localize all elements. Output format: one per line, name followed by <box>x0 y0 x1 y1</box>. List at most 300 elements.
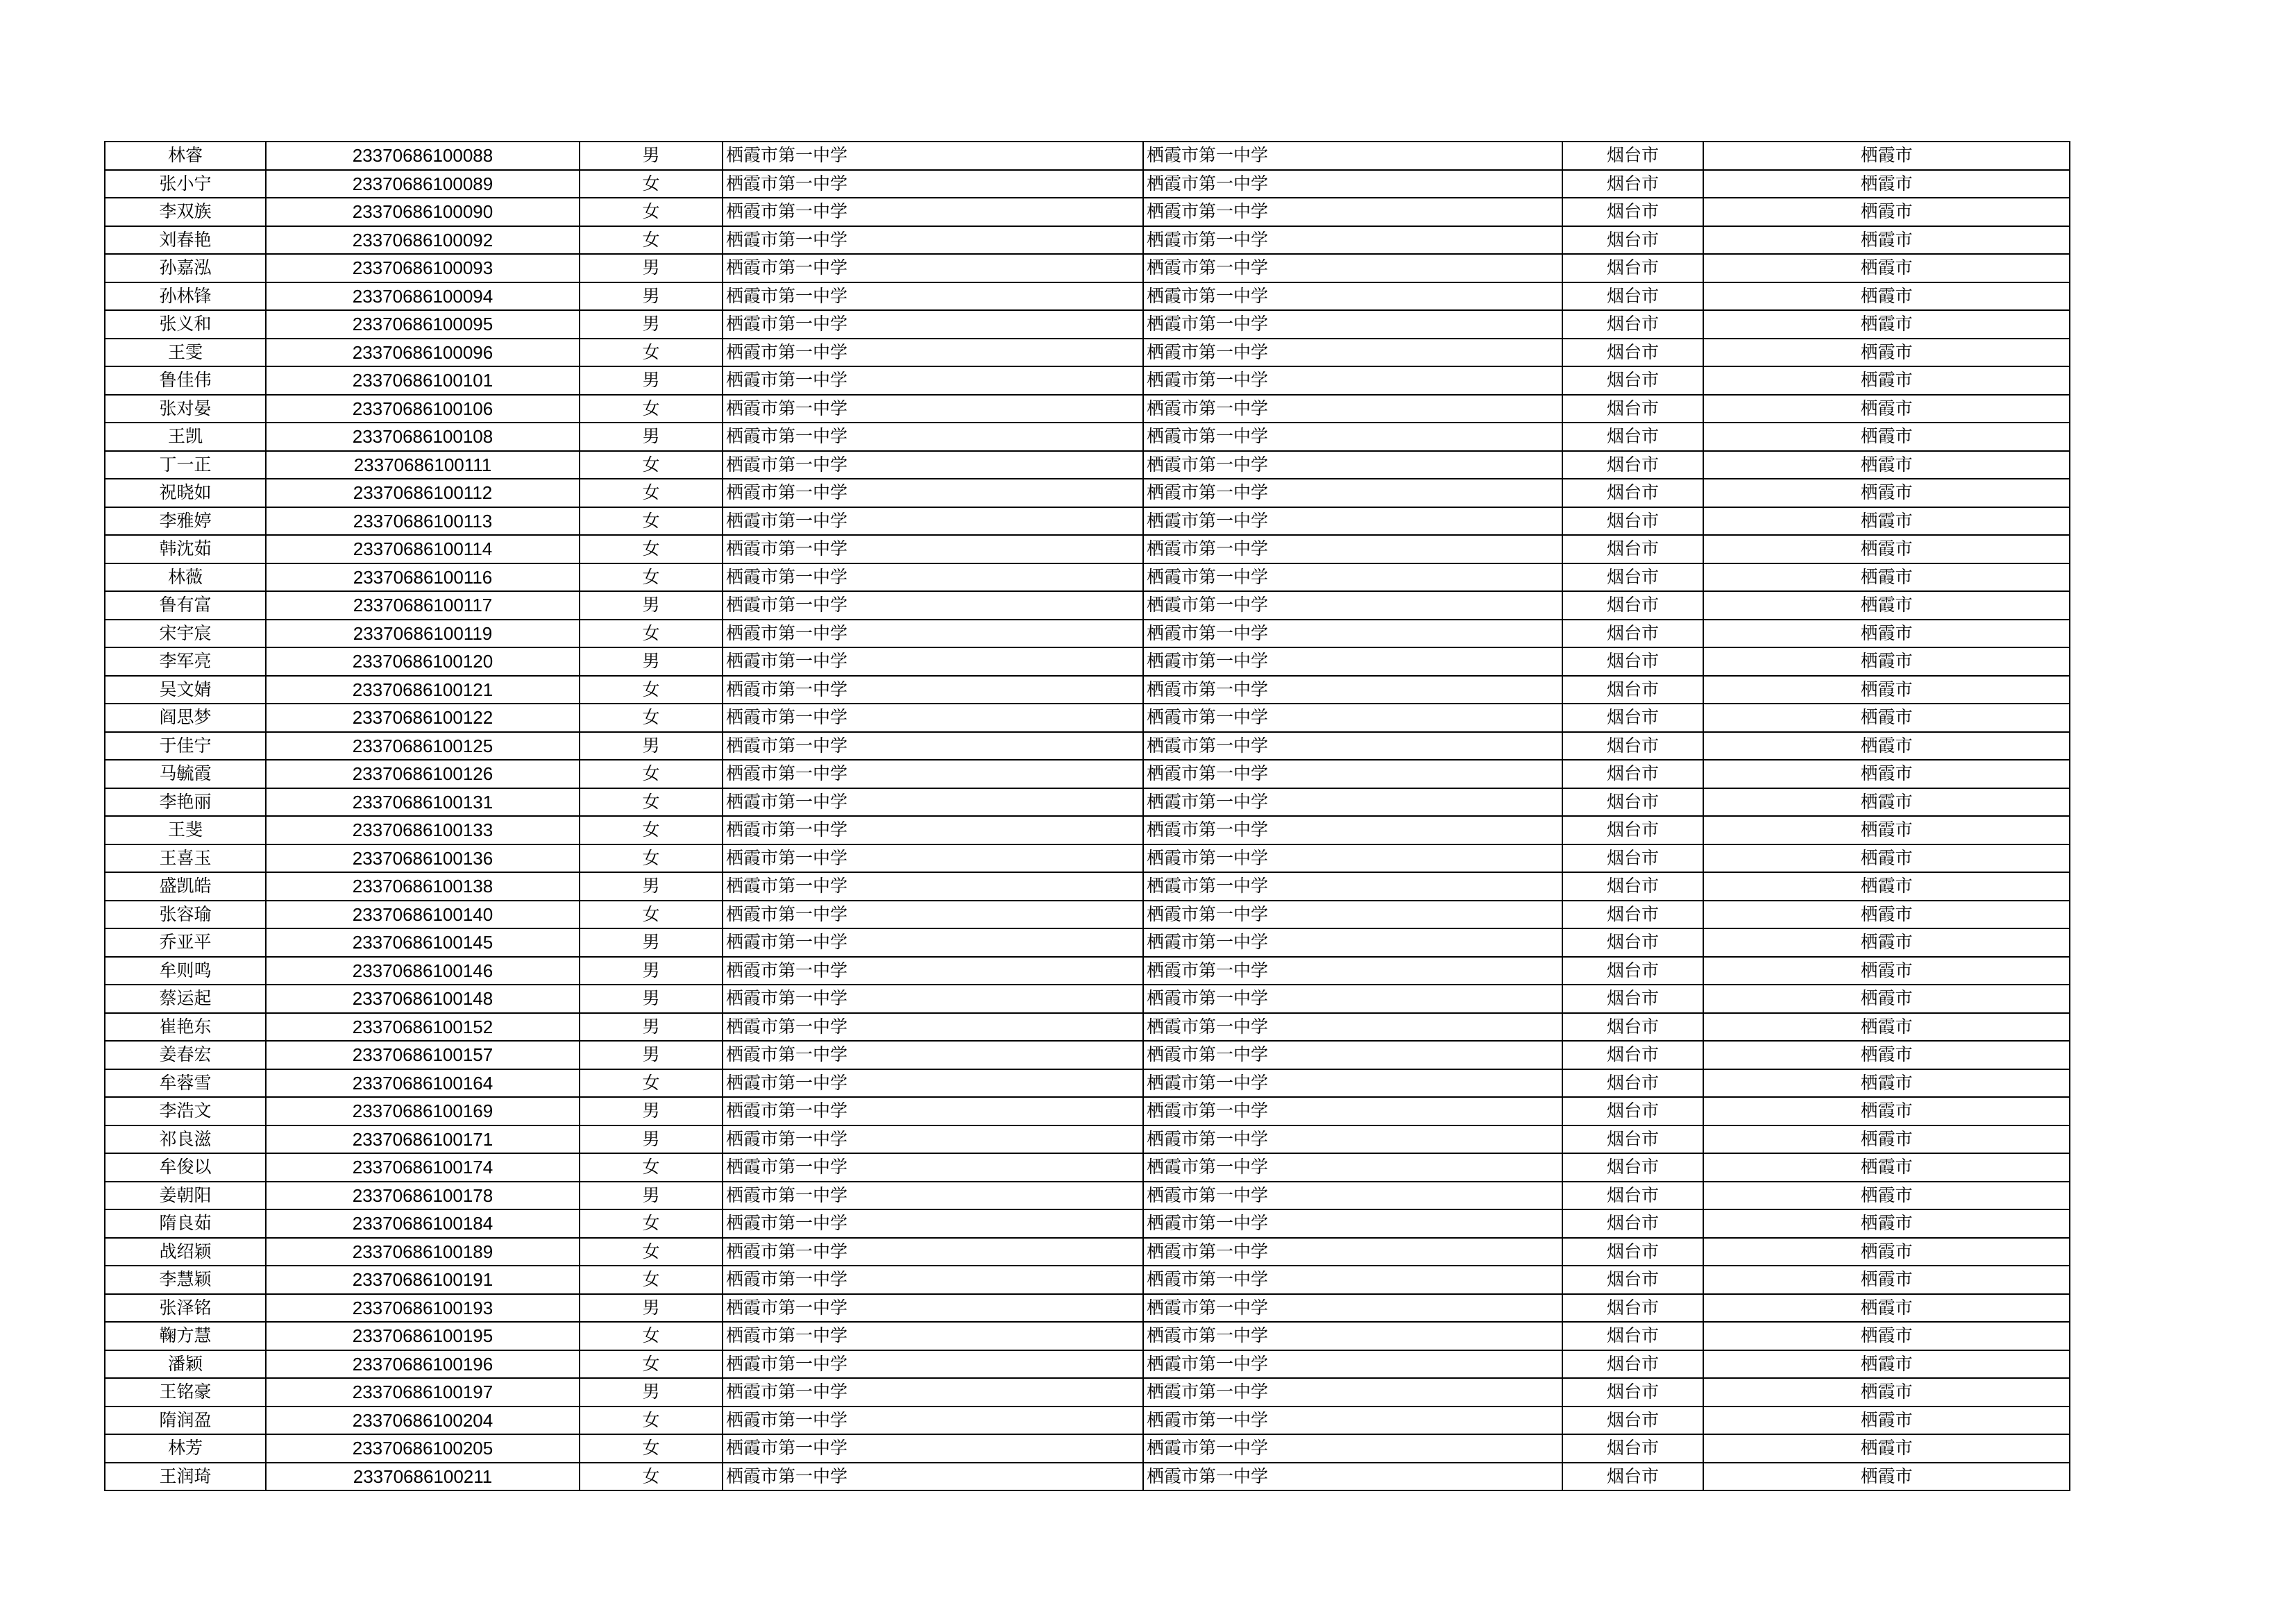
school-cell: 栖霞市第一中学 <box>723 479 1143 507</box>
school-cell: 栖霞市第一中学 <box>723 901 1143 929</box>
exam-site-cell: 栖霞市第一中学 <box>1143 647 1562 676</box>
exam-number-cell: 23370686100117 <box>266 591 580 620</box>
county-cell: 栖霞市 <box>1703 844 2070 873</box>
student-name-cell: 孙嘉泓 <box>105 254 266 282</box>
table-row <box>105 1434 2070 1463</box>
exam-site-cell: 栖霞市第一中学 <box>1143 1350 1562 1379</box>
table-row <box>105 1209 2070 1238</box>
student-name-cell: 马毓霞 <box>105 760 266 788</box>
exam-site-cell: 栖霞市第一中学 <box>1143 957 1562 985</box>
county-cell: 栖霞市 <box>1703 1434 2070 1463</box>
exam-site-cell: 栖霞市第一中学 <box>1143 395 1562 423</box>
table-row <box>105 254 2070 282</box>
student-name-cell: 于佳宁 <box>105 732 266 760</box>
table-row <box>105 1238 2070 1266</box>
exam-site-cell: 栖霞市第一中学 <box>1143 339 1562 367</box>
city-cell: 烟台市 <box>1562 844 1703 873</box>
county-cell: 栖霞市 <box>1703 507 2070 536</box>
exam-site-cell: 栖霞市第一中学 <box>1143 788 1562 817</box>
table-row <box>105 985 2070 1013</box>
city-cell: 烟台市 <box>1562 985 1703 1013</box>
gender-cell: 女 <box>580 170 723 198</box>
city-cell: 烟台市 <box>1562 872 1703 901</box>
school-cell: 栖霞市第一中学 <box>723 1125 1143 1154</box>
city-cell: 烟台市 <box>1562 704 1703 732</box>
student-name-cell: 隋润盈 <box>105 1407 266 1435</box>
gender-cell: 女 <box>580 339 723 367</box>
county-cell: 栖霞市 <box>1703 142 2070 170</box>
student-name-cell: 战绍颖 <box>105 1238 266 1266</box>
table-row <box>105 788 2070 817</box>
student-name-cell: 鲁有富 <box>105 591 266 620</box>
table-row <box>105 1041 2070 1069</box>
gender-cell: 女 <box>580 1069 723 1098</box>
city-cell: 烟台市 <box>1562 1238 1703 1266</box>
gender-cell: 女 <box>580 1463 723 1491</box>
school-cell: 栖霞市第一中学 <box>723 1069 1143 1098</box>
gender-cell: 男 <box>580 591 723 620</box>
gender-cell: 男 <box>580 647 723 676</box>
city-cell: 烟台市 <box>1562 423 1703 451</box>
county-cell: 栖霞市 <box>1703 1097 2070 1125</box>
exam-number-cell: 23370686100152 <box>266 1013 580 1042</box>
school-cell: 栖霞市第一中学 <box>723 423 1143 451</box>
table-row <box>105 732 2070 760</box>
school-cell: 栖霞市第一中学 <box>723 1209 1143 1238</box>
student-name-cell: 李双族 <box>105 198 266 226</box>
city-cell: 烟台市 <box>1562 1125 1703 1154</box>
gender-cell: 女 <box>580 1434 723 1463</box>
student-name-cell: 孙林锋 <box>105 282 266 311</box>
exam-number-cell: 23370686100164 <box>266 1069 580 1098</box>
gender-cell: 女 <box>580 760 723 788</box>
student-name-cell: 隋良茹 <box>105 1209 266 1238</box>
exam-site-cell: 栖霞市第一中学 <box>1143 1463 1562 1491</box>
exam-site-cell: 栖霞市第一中学 <box>1143 535 1562 563</box>
exam-site-cell: 栖霞市第一中学 <box>1143 507 1562 536</box>
gender-cell: 女 <box>580 704 723 732</box>
exam-number-cell: 23370686100125 <box>266 732 580 760</box>
student-name-cell: 王润琦 <box>105 1463 266 1491</box>
school-cell: 栖霞市第一中学 <box>723 844 1143 873</box>
exam-site-cell: 栖霞市第一中学 <box>1143 142 1562 170</box>
exam-site-cell: 栖霞市第一中学 <box>1143 872 1562 901</box>
city-cell: 烟台市 <box>1562 732 1703 760</box>
city-cell: 烟台市 <box>1562 479 1703 507</box>
table-row <box>105 591 2070 620</box>
school-cell: 栖霞市第一中学 <box>723 591 1143 620</box>
gender-cell: 女 <box>580 535 723 563</box>
city-cell: 烟台市 <box>1562 676 1703 704</box>
county-cell: 栖霞市 <box>1703 760 2070 788</box>
table-row <box>105 507 2070 536</box>
table-row <box>105 535 2070 563</box>
table-row <box>105 1125 2070 1154</box>
exam-site-cell: 栖霞市第一中学 <box>1143 479 1562 507</box>
student-name-cell: 牟蓉雪 <box>105 1069 266 1098</box>
exam-number-cell: 23370686100191 <box>266 1266 580 1294</box>
exam-site-cell: 栖霞市第一中学 <box>1143 1266 1562 1294</box>
table-row <box>105 1097 2070 1125</box>
student-name-cell: 姜春宏 <box>105 1041 266 1069</box>
exam-number-cell: 23370686100140 <box>266 901 580 929</box>
city-cell: 烟台市 <box>1562 254 1703 282</box>
exam-site-cell: 栖霞市第一中学 <box>1143 423 1562 451</box>
table-row <box>105 1407 2070 1435</box>
county-cell: 栖霞市 <box>1703 423 2070 451</box>
exam-site-cell: 栖霞市第一中学 <box>1143 366 1562 395</box>
county-cell: 栖霞市 <box>1703 535 2070 563</box>
exam-site-cell: 栖霞市第一中学 <box>1143 563 1562 592</box>
city-cell: 烟台市 <box>1562 957 1703 985</box>
student-name-cell: 鲁佳伟 <box>105 366 266 395</box>
exam-number-cell: 23370686100089 <box>266 170 580 198</box>
gender-cell: 女 <box>580 1238 723 1266</box>
exam-number-cell: 23370686100126 <box>266 760 580 788</box>
exam-number-cell: 23370686100112 <box>266 479 580 507</box>
exam-number-cell: 23370686100184 <box>266 1209 580 1238</box>
school-cell: 栖霞市第一中学 <box>723 535 1143 563</box>
exam-number-cell: 23370686100205 <box>266 1434 580 1463</box>
student-name-cell: 李雅婷 <box>105 507 266 536</box>
city-cell: 烟台市 <box>1562 198 1703 226</box>
exam-site-cell: 栖霞市第一中学 <box>1143 1209 1562 1238</box>
student-name-cell: 乔亚平 <box>105 928 266 957</box>
student-name-cell: 牟则鸣 <box>105 957 266 985</box>
table-row <box>105 1294 2070 1323</box>
county-cell: 栖霞市 <box>1703 620 2070 648</box>
city-cell: 烟台市 <box>1562 928 1703 957</box>
student-name-cell: 张对晏 <box>105 395 266 423</box>
exam-site-cell: 栖霞市第一中学 <box>1143 1378 1562 1407</box>
county-cell: 栖霞市 <box>1703 1182 2070 1210</box>
city-cell: 烟台市 <box>1562 647 1703 676</box>
city-cell: 烟台市 <box>1562 760 1703 788</box>
city-cell: 烟台市 <box>1562 901 1703 929</box>
exam-number-cell: 23370686100146 <box>266 957 580 985</box>
student-name-cell: 王凯 <box>105 423 266 451</box>
gender-cell: 女 <box>580 198 723 226</box>
city-cell: 烟台市 <box>1562 1209 1703 1238</box>
exam-number-cell: 23370686100101 <box>266 366 580 395</box>
school-cell: 栖霞市第一中学 <box>723 1238 1143 1266</box>
exam-site-cell: 栖霞市第一中学 <box>1143 254 1562 282</box>
city-cell: 烟台市 <box>1562 816 1703 844</box>
exam-site-cell: 栖霞市第一中学 <box>1143 1013 1562 1042</box>
student-name-cell: 张小宁 <box>105 170 266 198</box>
exam-site-cell: 栖霞市第一中学 <box>1143 732 1562 760</box>
student-name-cell: 崔艳东 <box>105 1013 266 1042</box>
gender-cell: 女 <box>580 1153 723 1182</box>
county-cell: 栖霞市 <box>1703 563 2070 592</box>
gender-cell: 女 <box>580 395 723 423</box>
county-cell: 栖霞市 <box>1703 1069 2070 1098</box>
table-row <box>105 310 2070 339</box>
student-name-cell: 张容瑜 <box>105 901 266 929</box>
student-name-cell: 王喜玉 <box>105 844 266 873</box>
school-cell: 栖霞市第一中学 <box>723 282 1143 311</box>
student-table-body <box>105 142 2070 1490</box>
school-cell: 栖霞市第一中学 <box>723 1182 1143 1210</box>
exam-number-cell: 23370686100120 <box>266 647 580 676</box>
exam-number-cell: 23370686100133 <box>266 816 580 844</box>
table-row <box>105 142 2070 170</box>
exam-site-cell: 栖霞市第一中学 <box>1143 985 1562 1013</box>
gender-cell: 女 <box>580 1322 723 1350</box>
exam-number-cell: 23370686100145 <box>266 928 580 957</box>
gender-cell: 女 <box>580 676 723 704</box>
student-name-cell: 宋宇宸 <box>105 620 266 648</box>
city-cell: 烟台市 <box>1562 366 1703 395</box>
student-name-cell: 丁一正 <box>105 451 266 479</box>
city-cell: 烟台市 <box>1562 535 1703 563</box>
school-cell: 栖霞市第一中学 <box>723 647 1143 676</box>
table-row <box>105 928 2070 957</box>
school-cell: 栖霞市第一中学 <box>723 928 1143 957</box>
student-name-cell: 林芳 <box>105 1434 266 1463</box>
county-cell: 栖霞市 <box>1703 451 2070 479</box>
school-cell: 栖霞市第一中学 <box>723 1266 1143 1294</box>
exam-number-cell: 23370686100122 <box>266 704 580 732</box>
exam-site-cell: 栖霞市第一中学 <box>1143 170 1562 198</box>
exam-number-cell: 23370686100096 <box>266 339 580 367</box>
school-cell: 栖霞市第一中学 <box>723 1041 1143 1069</box>
exam-site-cell: 栖霞市第一中学 <box>1143 1322 1562 1350</box>
exam-number-cell: 23370686100157 <box>266 1041 580 1069</box>
exam-number-cell: 23370686100090 <box>266 198 580 226</box>
city-cell: 烟台市 <box>1562 1322 1703 1350</box>
gender-cell: 男 <box>580 1013 723 1042</box>
table-row <box>105 844 2070 873</box>
student-name-cell: 李慧颖 <box>105 1266 266 1294</box>
county-cell: 栖霞市 <box>1703 1013 2070 1042</box>
county-cell: 栖霞市 <box>1703 170 2070 198</box>
exam-number-cell: 23370686100195 <box>266 1322 580 1350</box>
county-cell: 栖霞市 <box>1703 704 2070 732</box>
table-row <box>105 451 2070 479</box>
gender-cell: 女 <box>580 620 723 648</box>
county-cell: 栖霞市 <box>1703 872 2070 901</box>
student-name-cell: 阎思梦 <box>105 704 266 732</box>
student-name-cell: 韩沈茹 <box>105 535 266 563</box>
student-name-cell: 鞠方慧 <box>105 1322 266 1350</box>
county-cell: 栖霞市 <box>1703 957 2070 985</box>
gender-cell: 男 <box>580 423 723 451</box>
gender-cell: 男 <box>580 1097 723 1125</box>
exam-number-cell: 23370686100196 <box>266 1350 580 1379</box>
student-name-cell: 王铭豪 <box>105 1378 266 1407</box>
table-row <box>105 1378 2070 1407</box>
student-name-cell: 林睿 <box>105 142 266 170</box>
student-name-cell: 张泽铭 <box>105 1294 266 1323</box>
city-cell: 烟台市 <box>1562 1041 1703 1069</box>
school-cell: 栖霞市第一中学 <box>723 563 1143 592</box>
table-row <box>105 1322 2070 1350</box>
county-cell: 栖霞市 <box>1703 985 2070 1013</box>
county-cell: 栖霞市 <box>1703 732 2070 760</box>
exam-site-cell: 栖霞市第一中学 <box>1143 1182 1562 1210</box>
county-cell: 栖霞市 <box>1703 816 2070 844</box>
exam-number-cell: 23370686100092 <box>266 226 580 255</box>
school-cell: 栖霞市第一中学 <box>723 1097 1143 1125</box>
county-cell: 栖霞市 <box>1703 1125 2070 1154</box>
school-cell: 栖霞市第一中学 <box>723 704 1143 732</box>
gender-cell: 女 <box>580 816 723 844</box>
exam-site-cell: 栖霞市第一中学 <box>1143 844 1562 873</box>
gender-cell: 女 <box>580 1407 723 1435</box>
student-name-cell: 林薇 <box>105 563 266 592</box>
exam-site-cell: 栖霞市第一中学 <box>1143 816 1562 844</box>
city-cell: 烟台市 <box>1562 1097 1703 1125</box>
table-row <box>105 647 2070 676</box>
gender-cell: 男 <box>580 985 723 1013</box>
table-row <box>105 1350 2070 1379</box>
school-cell: 栖霞市第一中学 <box>723 816 1143 844</box>
city-cell: 烟台市 <box>1562 1266 1703 1294</box>
student-name-cell: 李浩文 <box>105 1097 266 1125</box>
student-name-cell: 祝晓如 <box>105 479 266 507</box>
gender-cell: 女 <box>580 1266 723 1294</box>
city-cell: 烟台市 <box>1562 451 1703 479</box>
exam-number-cell: 23370686100088 <box>266 142 580 170</box>
county-cell: 栖霞市 <box>1703 282 2070 311</box>
gender-cell: 男 <box>580 1041 723 1069</box>
city-cell: 烟台市 <box>1562 507 1703 536</box>
gender-cell: 女 <box>580 507 723 536</box>
table-row <box>105 395 2070 423</box>
gender-cell: 男 <box>580 928 723 957</box>
county-cell: 栖霞市 <box>1703 1153 2070 1182</box>
exam-site-cell: 栖霞市第一中学 <box>1143 901 1562 929</box>
exam-number-cell: 23370686100119 <box>266 620 580 648</box>
city-cell: 烟台市 <box>1562 170 1703 198</box>
exam-number-cell: 23370686100174 <box>266 1153 580 1182</box>
exam-number-cell: 23370686100114 <box>266 535 580 563</box>
student-table <box>104 141 2070 1491</box>
city-cell: 烟台市 <box>1562 1069 1703 1098</box>
exam-site-cell: 栖霞市第一中学 <box>1143 226 1562 255</box>
table-row <box>105 563 2070 592</box>
table-row <box>105 1013 2070 1042</box>
table-row <box>105 1153 2070 1182</box>
school-cell: 栖霞市第一中学 <box>723 1463 1143 1491</box>
gender-cell: 男 <box>580 1378 723 1407</box>
table-row <box>105 1182 2070 1210</box>
city-cell: 烟台市 <box>1562 310 1703 339</box>
school-cell: 栖霞市第一中学 <box>723 872 1143 901</box>
city-cell: 烟台市 <box>1562 1407 1703 1435</box>
gender-cell: 男 <box>580 732 723 760</box>
school-cell: 栖霞市第一中学 <box>723 985 1143 1013</box>
table-row <box>105 620 2070 648</box>
table-row <box>105 957 2070 985</box>
gender-cell: 女 <box>580 479 723 507</box>
table-row <box>105 1266 2070 1294</box>
gender-cell: 男 <box>580 310 723 339</box>
school-cell: 栖霞市第一中学 <box>723 676 1143 704</box>
table-row <box>105 198 2070 226</box>
exam-number-cell: 23370686100193 <box>266 1294 580 1323</box>
exam-number-cell: 23370686100108 <box>266 423 580 451</box>
county-cell: 栖霞市 <box>1703 1350 2070 1379</box>
county-cell: 栖霞市 <box>1703 479 2070 507</box>
table-row <box>105 816 2070 844</box>
table-row <box>105 1463 2070 1491</box>
table-row <box>105 226 2070 255</box>
gender-cell: 男 <box>580 282 723 311</box>
city-cell: 烟台市 <box>1562 1182 1703 1210</box>
gender-cell: 男 <box>580 142 723 170</box>
student-name-cell: 祁良滋 <box>105 1125 266 1154</box>
exam-number-cell: 23370686100111 <box>266 451 580 479</box>
school-cell: 栖霞市第一中学 <box>723 254 1143 282</box>
table-row <box>105 479 2070 507</box>
county-cell: 栖霞市 <box>1703 1322 2070 1350</box>
county-cell: 栖霞市 <box>1703 788 2070 817</box>
exam-number-cell: 23370686100211 <box>266 1463 580 1491</box>
student-name-cell: 王斐 <box>105 816 266 844</box>
gender-cell: 男 <box>580 1294 723 1323</box>
student-name-cell: 李军亮 <box>105 647 266 676</box>
exam-number-cell: 23370686100131 <box>266 788 580 817</box>
county-cell: 栖霞市 <box>1703 310 2070 339</box>
exam-number-cell: 23370686100121 <box>266 676 580 704</box>
exam-number-cell: 23370686100178 <box>266 1182 580 1210</box>
county-cell: 栖霞市 <box>1703 647 2070 676</box>
exam-site-cell: 栖霞市第一中学 <box>1143 620 1562 648</box>
county-cell: 栖霞市 <box>1703 226 2070 255</box>
gender-cell: 男 <box>580 254 723 282</box>
county-cell: 栖霞市 <box>1703 1463 2070 1491</box>
student-name-cell: 盛凯皓 <box>105 872 266 901</box>
exam-site-cell: 栖霞市第一中学 <box>1143 1097 1562 1125</box>
exam-site-cell: 栖霞市第一中学 <box>1143 676 1562 704</box>
school-cell: 栖霞市第一中学 <box>723 339 1143 367</box>
exam-number-cell: 23370686100138 <box>266 872 580 901</box>
gender-cell: 女 <box>580 226 723 255</box>
student-name-cell: 牟俊以 <box>105 1153 266 1182</box>
school-cell: 栖霞市第一中学 <box>723 170 1143 198</box>
city-cell: 烟台市 <box>1562 1013 1703 1042</box>
exam-number-cell: 23370686100169 <box>266 1097 580 1125</box>
school-cell: 栖霞市第一中学 <box>723 310 1143 339</box>
exam-site-cell: 栖霞市第一中学 <box>1143 1238 1562 1266</box>
table-row <box>105 170 2070 198</box>
gender-cell: 男 <box>580 1125 723 1154</box>
school-cell: 栖霞市第一中学 <box>723 1013 1143 1042</box>
gender-cell: 男 <box>580 957 723 985</box>
city-cell: 烟台市 <box>1562 1463 1703 1491</box>
school-cell: 栖霞市第一中学 <box>723 507 1143 536</box>
county-cell: 栖霞市 <box>1703 1294 2070 1323</box>
county-cell: 栖霞市 <box>1703 366 2070 395</box>
exam-number-cell: 23370686100113 <box>266 507 580 536</box>
gender-cell: 女 <box>580 901 723 929</box>
county-cell: 栖霞市 <box>1703 198 2070 226</box>
exam-number-cell: 23370686100094 <box>266 282 580 311</box>
school-cell: 栖霞市第一中学 <box>723 1350 1143 1379</box>
exam-site-cell: 栖霞市第一中学 <box>1143 451 1562 479</box>
school-cell: 栖霞市第一中学 <box>723 226 1143 255</box>
city-cell: 烟台市 <box>1562 788 1703 817</box>
exam-site-cell: 栖霞市第一中学 <box>1143 760 1562 788</box>
city-cell: 烟台市 <box>1562 339 1703 367</box>
gender-cell: 男 <box>580 366 723 395</box>
school-cell: 栖霞市第一中学 <box>723 957 1143 985</box>
city-cell: 烟台市 <box>1562 226 1703 255</box>
school-cell: 栖霞市第一中学 <box>723 451 1143 479</box>
exam-site-cell: 栖霞市第一中学 <box>1143 1041 1562 1069</box>
